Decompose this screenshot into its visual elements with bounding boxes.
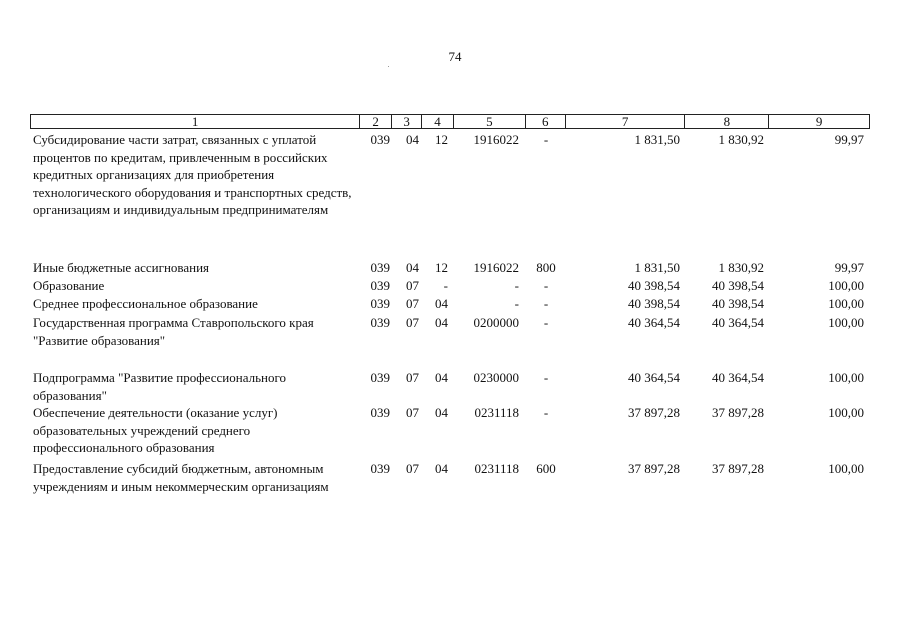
row-ministry-code: 039 [370,461,390,476]
row-planned-amount: 40 364,54 [628,370,680,385]
row-percent: 99,97 [834,132,864,147]
row-percent: 100,00 [828,278,864,293]
row-expense-type: - [543,296,549,311]
row-actual-amount: 40 398,54 [712,296,764,311]
table-row [30,314,870,349]
row-subsection-code: 04 [435,405,448,420]
row-target-code: 0230000 [473,370,519,385]
table-row [30,277,870,295]
row-expense-type: 600 [536,461,556,476]
row-name: Предоставление субсидий бюджетным, автономным учреждениям и иным некоммерческим организациям [33,461,329,494]
row-planned-amount: 1 831,50 [634,260,680,275]
row-expense-type: - [543,405,549,420]
row-actual-amount: 40 364,54 [712,370,764,385]
row-target-code: 0231118 [474,405,519,420]
table-row [30,295,870,313]
row-planned-amount: 40 398,54 [628,278,680,293]
row-ministry-code: 039 [370,405,390,420]
row-subsection-code: 04 [435,370,448,385]
row-name: Государственная программа Ставропольского края "Развитие образования" [33,315,314,348]
row-section-code: 04 [406,260,419,275]
row-actual-amount: 37 897,28 [712,405,764,420]
page-number: 74 [448,49,462,64]
header-col-7: 7 [566,115,686,128]
row-ministry-code: 039 [370,370,390,385]
row-expense-type: - [543,315,549,330]
header-col-3: 3 [392,115,422,128]
row-name: Иные бюджетные ассигнования [33,260,210,275]
table-row [30,369,870,404]
row-percent: 100,00 [828,296,864,311]
row-percent: 100,00 [828,405,864,420]
scan-speck [388,66,389,67]
row-subsection-code: 04 [435,315,448,330]
row-percent: 100,00 [828,315,864,330]
row-subsection-code: - [443,278,448,293]
row-ministry-code: 039 [370,260,390,275]
row-actual-amount: 40 364,54 [712,315,764,330]
row-subsection-code: 04 [435,296,448,311]
header-col-8: 8 [685,115,769,128]
row-section-code: 07 [406,296,419,311]
header-col-5: 5 [454,115,526,128]
row-percent: 100,00 [828,461,864,476]
row-actual-amount: 40 398,54 [712,278,764,293]
table-row [30,404,870,457]
row-actual-amount: 37 897,28 [712,461,764,476]
row-percent: 100,00 [828,370,864,385]
row-ministry-code: 039 [370,315,390,330]
row-expense-type: - [543,132,549,147]
row-ministry-code: 039 [370,296,390,311]
row-name: Субсидирование части затрат, связанных с уплатой процентов по кредитам, привлеченным в российских кредитных организациях для приобретения технологического оборудования и транспортных средств, организациям и индивидуальным предпринимателям [33,132,352,218]
row-planned-amount: 1 831,50 [634,132,680,147]
row-name: Среднее профессиональное образование [33,296,258,311]
row-target-code: 0200000 [473,315,519,330]
row-section-code: 07 [406,278,419,293]
row-target-code: - [514,296,519,311]
row-name: Обеспечение деятельности (оказание услуг) образовательных учреждений среднего профессионального образования [33,405,278,456]
header-col-6: 6 [526,115,566,128]
row-section-code: 07 [406,370,419,385]
row-expense-type: - [543,370,549,385]
row-planned-amount: 40 364,54 [628,315,680,330]
row-expense-type: - [543,278,549,293]
row-section-code: 07 [406,315,419,330]
row-planned-amount: 37 897,28 [628,461,680,476]
row-planned-amount: 37 897,28 [628,405,680,420]
row-name: Подпрограмма "Развитие профессионального образования" [33,370,286,403]
row-subsection-code: 12 [435,260,448,275]
row-ministry-code: 039 [370,278,390,293]
row-percent: 99,97 [834,260,864,275]
row-subsection-code: 04 [435,461,448,476]
row-expense-type: 800 [536,260,556,275]
row-actual-amount: 1 830,92 [718,260,764,275]
row-section-code: 04 [406,132,419,147]
row-target-code: 1916022 [473,260,519,275]
row-section-code: 07 [406,405,419,420]
row-planned-amount: 40 398,54 [628,296,680,311]
row-target-code: 0231118 [474,461,519,476]
table-header [30,114,870,129]
row-name: Образование [33,278,105,293]
header-col-4: 4 [422,115,454,128]
table-row [30,131,870,219]
header-col-9: 9 [815,114,823,129]
row-target-code: 1916022 [473,132,519,147]
row-ministry-code: 039 [370,132,390,147]
table-row [30,460,870,495]
header-col-1: 1 [31,115,360,128]
row-target-code: - [514,278,519,293]
row-actual-amount: 1 830,92 [718,132,764,147]
row-section-code: 07 [406,461,419,476]
row-subsection-code: 12 [435,132,448,147]
header-col-2: 2 [360,115,392,128]
table-row [30,259,870,277]
